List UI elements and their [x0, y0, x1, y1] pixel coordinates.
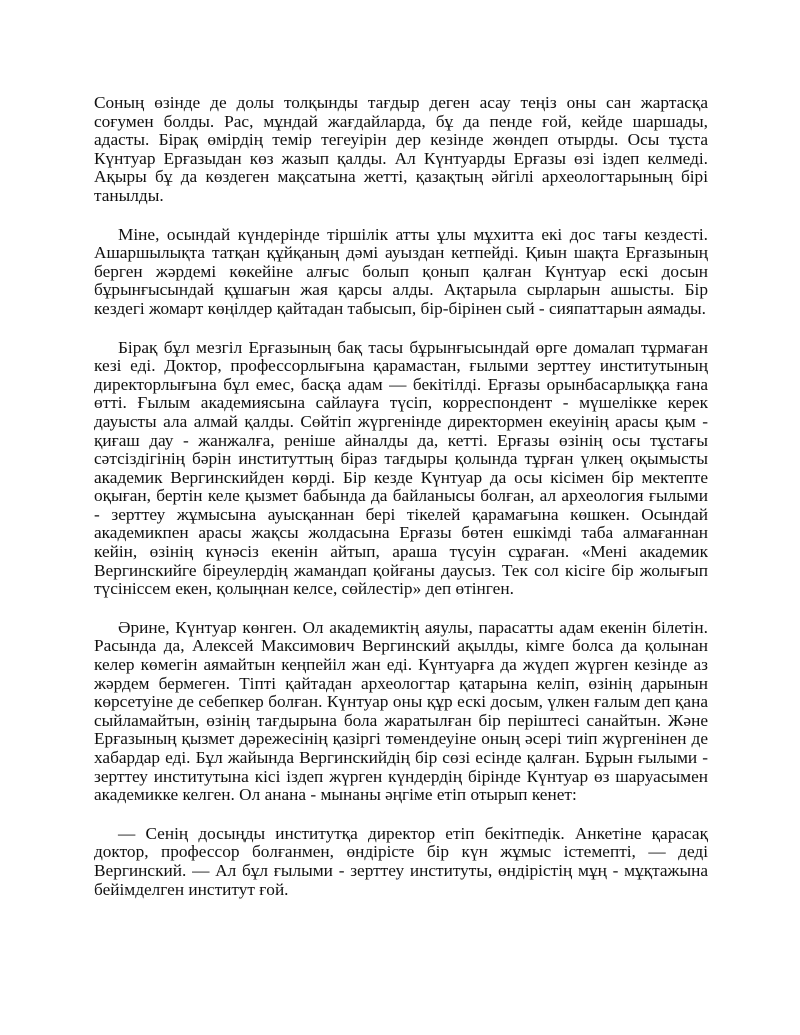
document-page	[94, 94, 708, 919]
paragraph-4: Әрине, Күнтуар көнген. Ол академиктің аяулы, парасатты адам екенін білетін. Расында да, Алексей Максимович Вергинский ақылды, кімге болса да қолынан келер көмегін аямайтын кеңпейіл жан еді. Күнтуарға да жүдеп жүрген кезінде аз жәрдем бермеген. Тіпті қайтадан археологтар қатарына келіп, өзінің дарынын көрсетуіне де себепкер болған. Күнтуар оны құр ескі досым, үлкен ғалым деп қана сыйламайтын, өзінің тағдырына бола жаратылған бір періштесі санайтын. Және Ерғазының қызмет дәрежесінің қазіргі төмендеуіне оның әсері тиіп жүргенінен де хабардар еді. Бұл жайында Вергинскийдің бір сөзі есінде қалған. Бұрын ғылыми - зерттеу институтына кісі іздеп жүрген күндердің бірінде Күнтуар өз шаруасымен академикке келген. Ол анана - мынаны әңгіме етіп отырып кенет:	[94, 617, 708, 805]
paragraph-3: Бірақ бұл мезгіл Ерғазының бақ тасы бұрынғысындай өрге домалап тұрмаған кезі еді. Доктор, профессорлығына қарамастан, ғылыми зерттеу институтының директорлығына бұл емес, басқа адам — бекітілді. Ерғазы орынбасарлыққа ғана өтті. Ғылым академиясына сайлауға түсіп, корреспондент - мүшелікке керек дауысты ала алмай қалды. Сөйтіп жүргенінде директормен екеуінің арасы қым - қиғаш дау - жанжалға, реніше айналды да, кетті. Ерғазы өзінің осы тұстағы сәтсіздігінің бәрін институттың біраз тағдыры қолында тұрған үлкең оқымысты академик Вергинскийден көрді. Бір кезде Күнтуар да осы кісімен бір мектепте оқыған, бертін келе қызмет бабында да байланысы болған, ал археология ғылыми - зерттеу жұмысына ауысқаннан бері тікелей қарамағына көшкен. Осындай академикпен арасы жақсы жолдасына Ерғазы бөтен ешкімді таба алмағаннан кейін, өзінің күнәсіз екенін айтып, араша түсуін сұраған. «Мені академик Вергинскийге біреулердің жамандап қойғаны даусыз. Тек сол кісіге бір жолығып түсініссем екен, қолыңнан келсе, сөйлестір» деп өтінген.	[94, 337, 708, 599]
paragraph-1: Соның өзінде де долы толқынды тағдыр деген асау теңіз оны сан жартасқа соғумен болды. Рас, мұндай жағдайларда, бұ да пенде ғой, кейде шаршады, адасты. Бірақ өмірдің темір тегеуірін дер кезінде жөндеп отырды. Осы тұста Күнтуар Ерғазыдан көз жазып қалды. Ал Күнтуарды Ерғазы өзі іздеп келмеді. Ақыры бұ да көздеген мақсатына жетті, қазақтың әйгілі археологтарының бірі танылды.	[94, 93, 708, 205]
paragraph-5: — Сенің досыңды институтқа директор етіп бекітпедік. Анкетіне қарасақ доктор, профессор болғанмен, өндірісте бір күн жұмыс істемепті, — деді Вергинский. — Ал бұл ғылыми - зерттеу институты, өндірістің мұң - мұқтажына бейімделген институт ғой.	[94, 823, 708, 899]
paragraph-2: Міне, осындай күндерінде тіршілік атты ұлы мұхитта екі дос тағы кездесті. Ашаршылықта татқан құйқаның дәмі ауыздан кетпейді. Қиын шақта Ерғазының берген жәрдемі көкейіне алғыс болып қонып қалған Күнтуар ескі досын бұрынғысындай құшағын жая қарсы алды. Ақтарыла сырларын ашысты. Бір кездегі жомарт көңілдер қайтадан табысып, бір-бірінен сый - сияпаттарын аямады.	[94, 224, 708, 318]
